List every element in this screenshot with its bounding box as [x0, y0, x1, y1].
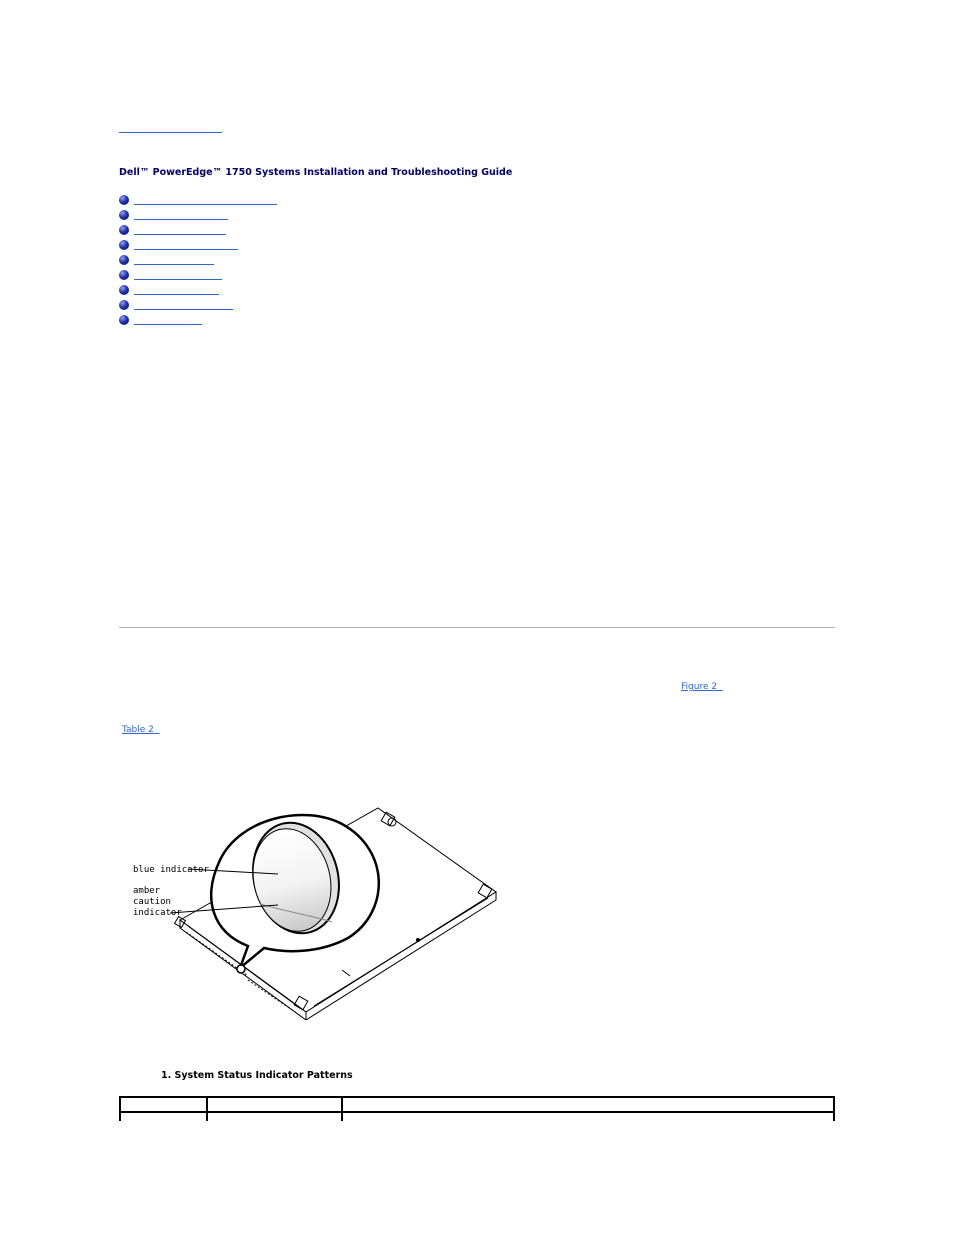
toc-link[interactable] [134, 238, 238, 250]
bullet-icon [119, 240, 129, 250]
figure-link[interactable]: Figure 2 [681, 682, 723, 692]
toc-link[interactable] [134, 313, 202, 325]
table-header-cell [342, 1097, 834, 1112]
toc-link[interactable] [134, 193, 277, 205]
table-header-row [120, 1097, 834, 1112]
back-link[interactable] [119, 120, 222, 133]
toc-link[interactable] [134, 298, 233, 310]
bullet-icon [119, 300, 129, 310]
table-header-cell [207, 1097, 342, 1112]
bullet-icon [119, 255, 129, 265]
table-cell [207, 1112, 342, 1121]
toc-link[interactable] [134, 208, 228, 220]
label-indicator: indicator [133, 908, 182, 918]
table-row [120, 1112, 834, 1121]
indicator-patterns-table [119, 1096, 835, 1121]
bullet-icon [119, 210, 129, 220]
toc-link[interactable] [134, 223, 226, 235]
table-cell [342, 1112, 834, 1121]
label-blue-indicator: blue indicator [133, 865, 209, 875]
label-amber: amber [133, 886, 161, 896]
bullet-icon [119, 270, 129, 280]
bullet-icon [119, 315, 129, 325]
system-status-indicator-figure [128, 800, 508, 1020]
toc-link[interactable] [134, 253, 214, 265]
table-caption: 1. System Status Indicator Patterns [161, 1070, 353, 1081]
table-header-cell [120, 1097, 207, 1112]
bullet-icon [119, 225, 129, 235]
section-divider [119, 627, 835, 628]
label-caution: caution [133, 897, 171, 907]
bullet-icon [119, 285, 129, 295]
table-link[interactable]: Table 2 [122, 725, 160, 735]
guide-title: Dell™ PowerEdge™ 1750 Systems Installation and Troubleshooting Guide [119, 167, 513, 178]
bullet-icon [119, 195, 129, 205]
table-cell [120, 1112, 207, 1121]
toc-link[interactable] [134, 268, 222, 280]
toc-link[interactable] [134, 283, 219, 295]
